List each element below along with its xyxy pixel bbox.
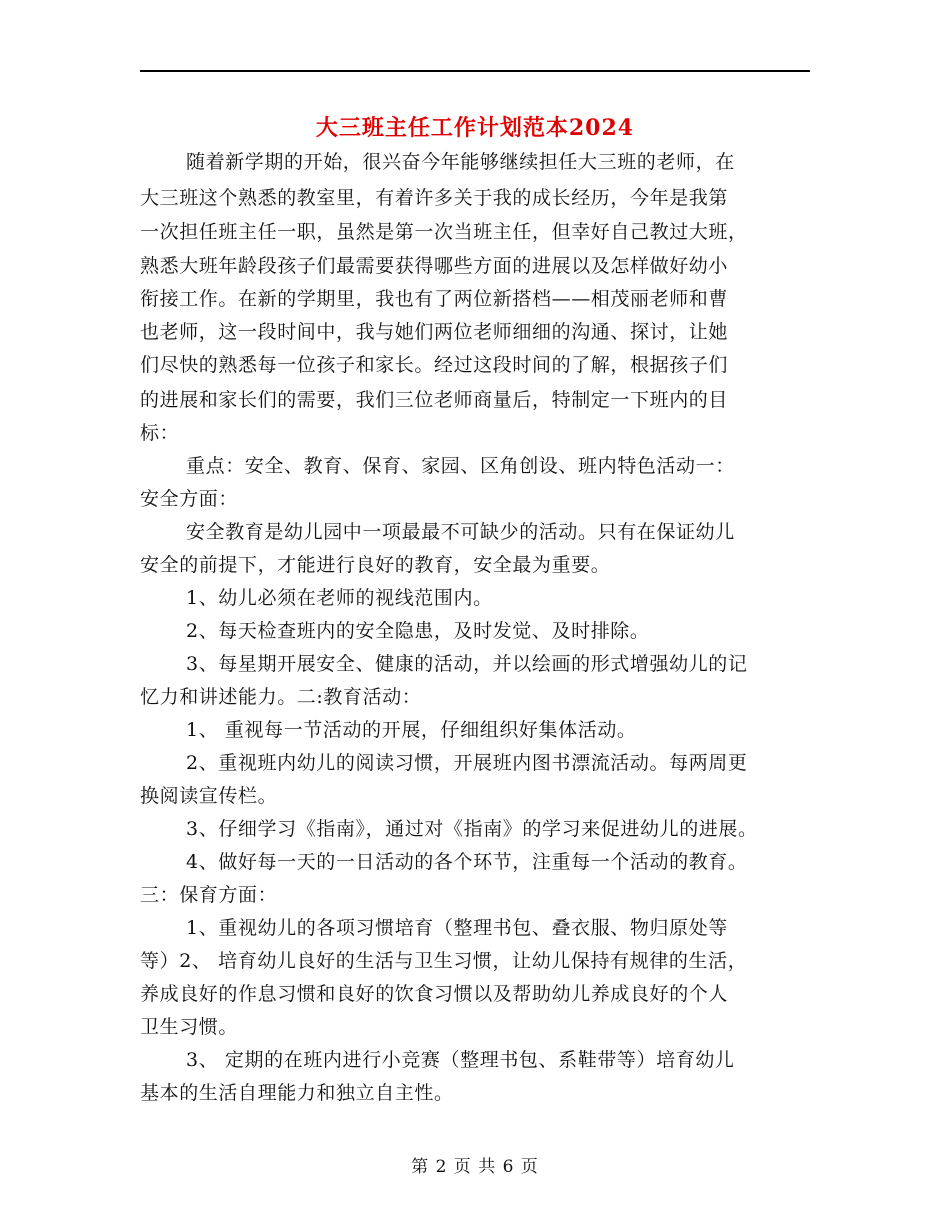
header-rule: [140, 70, 810, 72]
body-line: 养成良好的作息习惯和良好的饮食习惯以及帮助幼儿养成良好的个人: [140, 983, 729, 1005]
body-line: 三：保育方面：: [140, 884, 278, 906]
body-line: 一次担任班主任一职，虽然是第一次当班主任，但幸好自己教过大班，: [140, 221, 748, 243]
body-line: 3、仔细学习《指南》，通过对《指南》的学习来促进幼儿的进展。: [186, 818, 758, 840]
body-line: 卫生习惯。: [140, 1016, 239, 1038]
body-line: 大三班这个熟悉的教室里，有着许多关于我的成长经历，今年是我第: [140, 187, 729, 209]
body-line: 也老师，这一段时间中，我与她们两位老师细细的沟通、探讨，让她: [140, 321, 729, 343]
body-line: 1、 重视每一节活动的开展，仔细组织好集体活动。: [186, 719, 637, 741]
document-title: 大三班主任工作计划范本2024: [315, 115, 635, 141]
body-line: 们尽快的熟悉每一位孩子和家长。经过这段时间的了解，根据孩子们: [140, 354, 729, 376]
body-line: 3、 定期的在班内进行小竞赛（整理书包、系鞋带等）培育幼儿: [186, 1049, 735, 1071]
body-line: 熟悉大班年龄段孩子们最需要获得哪些方面的进展以及怎样做好幼小: [140, 255, 729, 277]
body-line: 安全教育是幼儿园中一项最最不可缺少的活动。只有在保证幼儿: [186, 521, 735, 543]
body-line: 重点：安全、教育、保育、家园、区角创设、班内特色活动一：: [186, 455, 735, 477]
body-line: 换阅读宣传栏。: [140, 785, 278, 807]
body-line: 安全的前提下，才能进行良好的教育，安全最为重要。: [140, 554, 611, 576]
body-line: 安全方面：: [140, 488, 239, 510]
body-line: 3、每星期开展安全、健康的活动，并以绘画的形式增强幼儿的记: [186, 653, 748, 675]
body-line: 标：: [140, 422, 180, 444]
body-line: 忆力和讲述能力。二:教育活动：: [140, 686, 422, 708]
page-number: 第 2 页 共 6 页: [411, 1157, 539, 1177]
body-line: 基本的生活自理能力和独立自主性。: [140, 1082, 454, 1104]
body-line: 2、重视班内幼儿的阅读习惯，开展班内图书漂流活动。每两周更: [186, 752, 748, 774]
body-line: 4、做好每一天的一日活动的各个环节，注重每一个活动的教育。: [186, 851, 748, 873]
body-line: 衔接工作。在新的学期里，我也有了两位新搭档——相茂丽老师和曹: [140, 288, 729, 310]
body-line: 的进展和家长们的需要，我们三位老师商量后，特制定一下班内的目: [140, 389, 729, 411]
body-line: 1、重视幼儿的各项习惯培育（整理书包、叠衣服、物归原处等: [186, 917, 728, 939]
body-line: 2、每天检查班内的安全隐患，及时发觉、及时排除。: [186, 620, 650, 642]
body-line: 1、幼儿必须在老师的视线范围内。: [186, 587, 493, 609]
body-line: 等）2、 培育幼儿良好的生活与卫生习惯，让幼儿保持有规律的生活，: [140, 950, 748, 972]
body-line: 随着新学期的开始，很兴奋今年能够继续担任大三班的老师，在: [186, 151, 735, 173]
